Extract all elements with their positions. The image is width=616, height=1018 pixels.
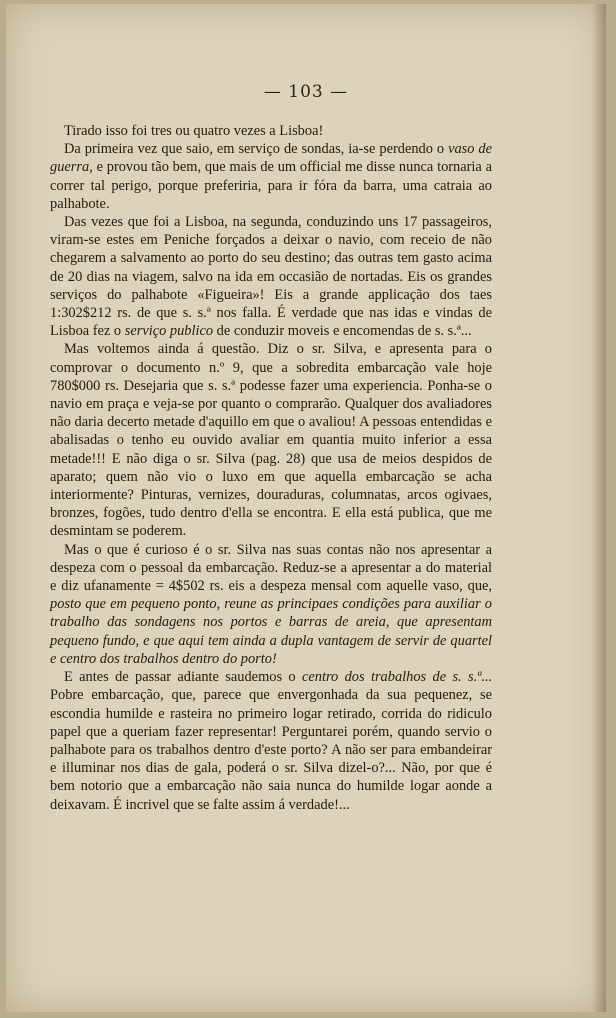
italic-run: serviço publico <box>124 323 214 340</box>
text-run: Das vezes que foi a Lisboa, na segunda, conduzindo uns 17 passageiros, viram-se estes em Peniche forçados a deixar o navio, com receio de não chegarem a salvamento ao porto do seu destino; das outras tem gasto acima de 20 dias na viagem, salvo na ida em occasião de nortadas. Eis os grandes serviços do palhabote «Figueira»! Eis a grande applicação dos taes 1:302$212 rs. de que s. s.ª nos falla. É verdade que nas idas e vindas de Lisboa fez o <box>50 214 492 340</box>
italic-run: centro dos trabalhos de s. s.ª <box>302 669 482 686</box>
text-run: , e provou tão bem, que mais de um official me disse nunca tornaria a correr tal perigo, porque preferiria, para ir fóra da barra, uma catraia ao palhabote. <box>50 159 492 212</box>
page-number: — 103 — <box>263 82 349 102</box>
paragraph <box>50 122 492 140</box>
paragraph <box>50 541 492 668</box>
paragraph <box>50 340 492 540</box>
text-run: Mas voltemos ainda á questão. Diz o sr. Silva, e apresenta para o comprovar o documento n.º 9, que a sobredita embarcação vale hoje 780$000 rs. Desejaria que s. s.ª podesse fazer uma experiencia. Ponha-se o navio em praça e veja-se por quanto o comprarão. Qualquer dos avaliadores não daria decerto metade d'aquillo em que o avaliou! A pessoas entendidas e abalisadas o tenho eu ouvido avaliar em quantia muito inferior a essa metade!!! E não diga o sr. Silva (pag. 28) que usa de meios despidos de aparato; quem não vio o luxo em que aquella embarcação se acha interiormente? Pinturas, vernizes, douraduras, columnatas, arcos ogivaes, bronzes, fogões, tudo dentro d'ella se encontra. E ella está publica, que me desmintam se poderem. <box>50 341 492 540</box>
text-run: E antes de passar adiante saudemos o <box>64 669 302 686</box>
book-page <box>6 4 606 1012</box>
paragraph <box>50 140 492 213</box>
text-run: Tirado isso foi tres ou quatro vezes a Lisboa! <box>64 123 324 139</box>
text-run: Mas o que é curioso é o sr. Silva nas suas contas não nos apresentar a despeza com o pessoal da embarcação. Reduz-se a apresentar a do material e diz ufanamente = 4$502 rs. eis a despeza mensal com aquelle vaso, que, <box>50 541 492 595</box>
paragraph <box>50 213 492 340</box>
text-run: de conduzir moveis e encomendas de s. s.ª... <box>213 323 472 340</box>
body-text <box>50 122 492 814</box>
paragraph <box>50 668 492 814</box>
page-edge-shadow <box>592 4 606 1012</box>
text-run: ... Pobre embarcação, que, parece que envergonhada da sua pequenez, se escondia humilde e rasteira no primeiro logar retirado, corrida do ridiculo papel que a queriam fazer representar! Perguntarei porém, quando servio o palhabote para os trabalhos dentro d'este porto? A não ser para embandeirar e illuminar nos dias de gala, poderá o sr. Silva dizel-o?... Não, por que é bem notorio que a embarcação não saia nunca do humilde logar aonde a deixavam. É incrivel que se falte assim á verdade!... <box>50 669 492 813</box>
italic-run: vaso de guerra <box>50 141 492 176</box>
text-run: Da primeira vez que saio, em serviço de sondas, ia-se perdendo o <box>64 141 449 158</box>
italic-run: posto que em pequeno ponto, reune as principaes condições para auxiliar o trabalho das sondagens nos portos e barras de areia, que apresentam pequeno fundo, e que aqui tem ainda a dupla vantagem de servir de quartel e centro dos trabalhos dentro do porto! <box>50 596 492 667</box>
